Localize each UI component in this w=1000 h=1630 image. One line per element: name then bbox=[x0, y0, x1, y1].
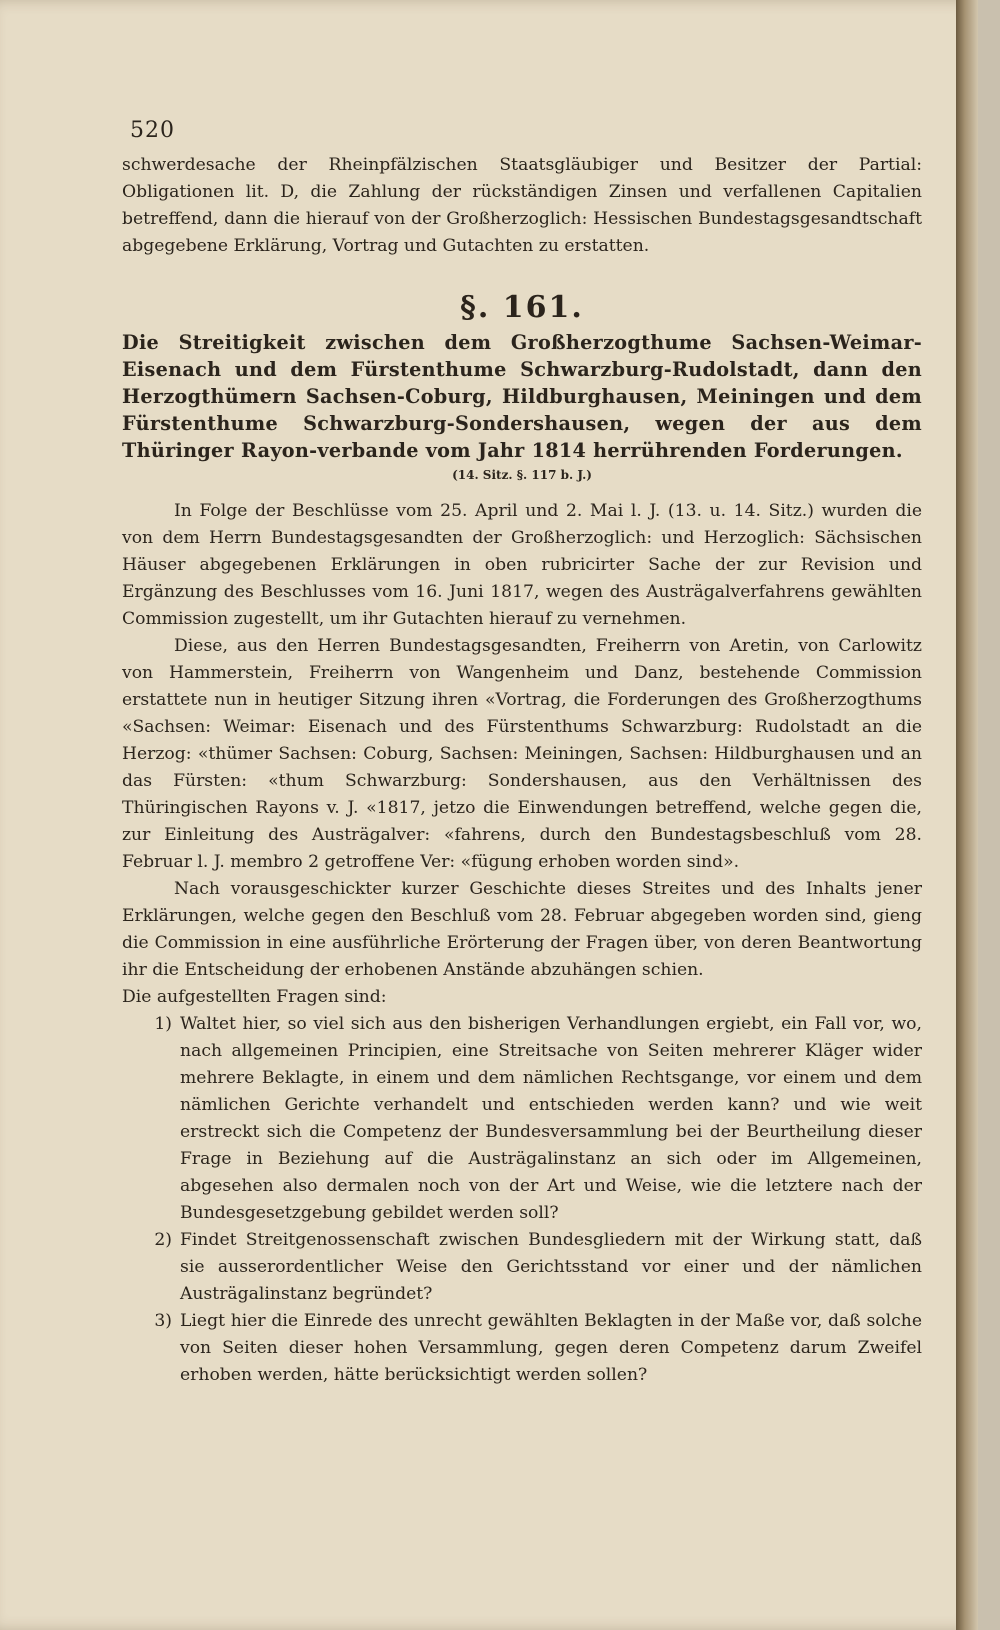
page-text bbox=[122, 152, 922, 1389]
question-number: 1) bbox=[154, 1014, 172, 1034]
question-text: Waltet hier, so viel sich aus den bisherigen Verhandlungen ergiebt, ein Fall vor, wo, nach allgemeinen Principien, eine Streitsache von Seiten mehrerer Kläger wider mehrere Beklagte, in einem und dem nämlichen Rechtsgange, vor einem und dem nämlichen Gerichte verhandelt und entschieden werden kann? und wie weit erstreckt sich die Competenz der Bundesversammlung bei der Beurtheilung dieser Frage in Beziehung auf die Austrägalinstanz an sich oder im Allgemeinen, abgesehen also dermalen noch von der Art und Weise, wie die letztere nach der Bundesgesetzgebung gebildet werden soll? bbox=[180, 1014, 922, 1223]
page-edge-shadow bbox=[956, 0, 978, 1630]
question-number: 3) bbox=[154, 1311, 172, 1331]
questions-title: Die aufgestellten Fragen sind: bbox=[122, 987, 387, 1007]
question-item bbox=[122, 1011, 922, 1227]
question-number: 2) bbox=[154, 1230, 172, 1250]
paragraph: Diese, aus den Herren Bundestagsgesandten, Freiherrn von Aretin, von Carlowitz von Hammerstein, Freiherrn von Wangenheim und Danz, bestehende Commission erstattete nun in heutiger Sitzung ihren «Vortrag, die Forderungen des Großherzogthums «Sachsen: Weimar: Eisenach und des Fürstenthums Schwarzburg: Rudolstadt an die Herzog: «thümer Sachsen: Coburg, Sachsen: Meiningen, Sachsen: Hildburghausen und an das Fürsten: «thum Schwarzburg: Sondershausen, aus den Verhältnissen des Thüringischen Rayons v. J. «1817, jetzo die Einwendungen betreffend, welche gegen die, zur Einleitung des Austrägalver: «fahrens, durch den Bundestagsbeschluß vom 28. Februar l. J. membro 2 getroffene Ver: «fügung erhoben worden sind». bbox=[122, 636, 922, 872]
question-item bbox=[122, 1227, 922, 1308]
intro-paragraph: schwerdesache der Rheinpfälzischen Staatsgläubiger und Besitzer der Partial: Obligationen lit. D, die Zahlung der rückständigen Zinsen und verfallenen Capitalien betreffend, dann die hierauf von der Großherzoglich: Hessischen Bundestagsgesandtschaft abgegebene Erklärung, Vortrag und Gutachten zu erstatten. bbox=[122, 155, 922, 256]
question-item bbox=[122, 1308, 922, 1389]
question-text: Liegt hier die Einrede des unrecht gewählten Beklagten in der Maße vor, daß solche von Seiten dieser hohen Versammlung, gegen deren Competenz darum Zweifel erhoben werden, hätte berücksichtigt werden sollen? bbox=[180, 1311, 922, 1385]
section-number: §. 161. bbox=[460, 290, 584, 325]
section-heading: Die Streitigkeit zwischen dem Großherzogthume Sachsen-Weimar-Eisenach und dem Fürstenthume Schwarzburg-Rudolstadt, dann den Herzogthümern Sachsen-Coburg, Hildburghausen, Meiningen und dem Fürstenthume Schwarzburg-Sondershausen, wegen der aus dem Thüringer Rayon-verbande vom Jahr 1814 herrührenden Forderungen. bbox=[122, 331, 922, 462]
session-reference: (14. Sitz. §. 117 b. J.) bbox=[452, 468, 592, 482]
paragraph: In Folge der Beschlüsse vom 25. April und 2. Mai l. J. (13. u. 14. Sitz.) wurden die von dem Herrn Bundestagsgesandten der Großherzoglich: und Herzoglich: Sächsischen Häuser abgegebenen Erklärungen in oben rubricirter Sache der zur Revision und Ergänzung des Beschlusses vom 16. Juni 1817, wegen des Austrägalverfahrens gewählten Commission zugestellt, um ihr Gutachten hierauf zu vernehmen. bbox=[122, 501, 922, 629]
question-text: Findet Streitgenossenschaft zwischen Bundesgliedern mit der Wirkung statt, daß sie ausserordentlicher Weise den Gerichtsstand vor einer und der nämlichen Austrägalinstanz begründet? bbox=[180, 1230, 922, 1304]
page-number: 520 bbox=[130, 118, 175, 143]
paragraph: Nach vorausgeschickter kurzer Geschichte dieses Streites und des Inhalts jener Erklärungen, welche gegen den Beschluß vom 28. Februar abgegeben worden sind, gieng die Commission in eine ausführliche Erörterung der Fragen über, von deren Beantwortung ihr die Entscheidung der erhobenen Anstände abzuhängen schien. bbox=[122, 879, 922, 980]
